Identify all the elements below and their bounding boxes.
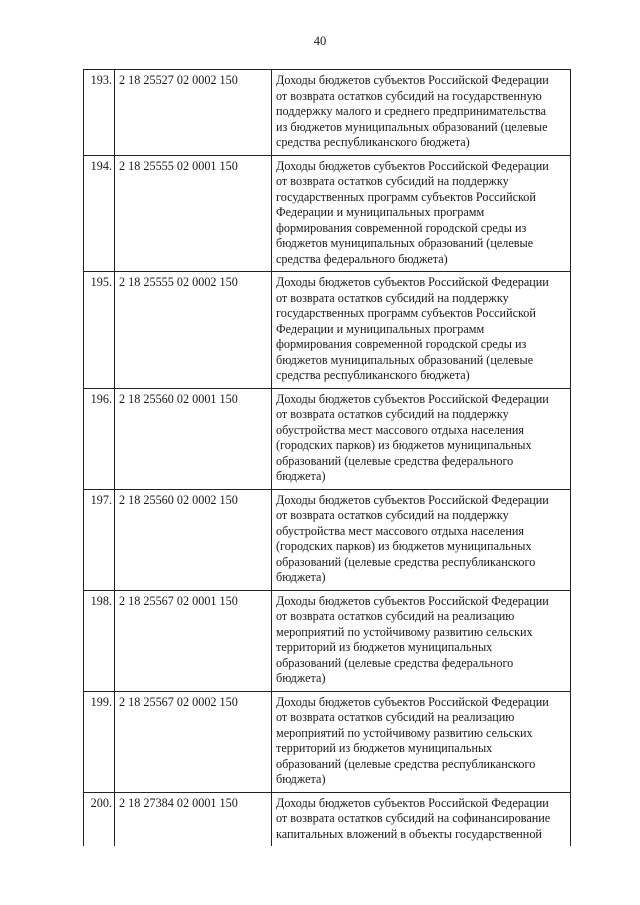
description-line: бюджета) <box>276 469 326 483</box>
description-line: мероприятий по устойчивому развитию сельских <box>276 725 533 740</box>
row-number: 199. <box>84 691 115 792</box>
table-row <box>84 272 571 389</box>
description-line: государственных программ субъектов Российской <box>276 189 536 204</box>
description-line: Доходы бюджетов субъектов Российской Федерации <box>276 795 549 810</box>
description-line: от возврата остатков субсидий на поддержку <box>276 290 509 305</box>
description-line: бюджетов муниципальных образований (целевые <box>276 236 534 250</box>
description-line: мероприятий по устойчивому развитию сельских <box>276 624 533 639</box>
description-line: формирования современной городской среды из <box>276 220 527 235</box>
table-row <box>84 590 571 691</box>
page-number: 40 <box>313 34 327 48</box>
description-line: от возврата остатков субсидий на поддержку <box>276 508 509 522</box>
description-line: бюджета) <box>276 772 326 786</box>
description-line: (городских парков) из бюджетов муниципальных <box>276 438 532 452</box>
description-line: Доходы бюджетов субъектов Российской Федерации <box>276 158 549 173</box>
row-description <box>272 691 571 792</box>
row-number: 195. <box>84 272 115 389</box>
budget-code: 2 18 25567 02 0002 150 <box>115 691 272 792</box>
row-description <box>272 792 571 846</box>
row-description <box>272 590 571 691</box>
description-line: из бюджетов муниципальных образований (целевые <box>276 119 548 134</box>
description-line: образований (целевые средства республиканского <box>276 554 536 569</box>
description-line: образований (целевые средства федерального <box>276 655 514 670</box>
description-line: бюджетов муниципальных образований (целевые <box>276 352 534 367</box>
row-number: 197. <box>84 489 115 590</box>
table-row <box>84 155 571 272</box>
description-line: Федерации и муниципальных программ <box>276 205 485 219</box>
description-line: территорий из бюджетов муниципальных <box>276 741 493 755</box>
row-description <box>272 70 571 156</box>
description-line: от возврата остатков субсидий на реализацию <box>276 710 515 724</box>
row-description <box>272 489 571 590</box>
table-row <box>84 70 571 156</box>
description-line: Доходы бюджетов субъектов Российской Федерации <box>276 593 549 608</box>
description-line: государственных программ субъектов Российской <box>276 306 536 320</box>
budget-code: 2 18 25560 02 0002 150 <box>115 489 272 590</box>
budget-code: 2 18 25560 02 0001 150 <box>115 388 272 489</box>
row-number: 198. <box>84 590 115 691</box>
description-line: Доходы бюджетов субъектов Российской Федерации <box>276 694 549 709</box>
description-line: (городских парков) из бюджетов муниципальных <box>276 539 532 553</box>
description-line: от возврата остатков субсидий на софинансирование <box>276 811 551 825</box>
table-row <box>84 792 571 846</box>
budget-code: 2 18 27384 02 0001 150 <box>115 792 272 846</box>
table-row <box>84 388 571 489</box>
description-line: обустройства мест массового отдыха населения <box>276 422 524 437</box>
row-number: 193. <box>84 70 115 156</box>
description-line: средства федерального бюджета) <box>276 251 448 266</box>
description-line: средства республиканского бюджета) <box>276 135 470 149</box>
description-line: капитальных вложений в объекты государственной <box>276 826 542 841</box>
budget-code: 2 18 25555 02 0001 150 <box>115 155 272 272</box>
table-row <box>84 691 571 792</box>
budget-code: 2 18 25555 02 0002 150 <box>115 272 272 389</box>
description-line: Доходы бюджетов субъектов Российской Федерации <box>276 73 549 87</box>
description-line: Доходы бюджетов субъектов Российской Федерации <box>276 275 549 289</box>
budget-code: 2 18 25527 02 0002 150 <box>115 70 272 156</box>
description-line: поддержку малого и среднего предпринимательства <box>276 104 547 118</box>
description-line: Доходы бюджетов субъектов Российской Федерации <box>276 492 549 507</box>
table-row <box>84 489 571 590</box>
budget-code: 2 18 25567 02 0001 150 <box>115 590 272 691</box>
description-line: от возврата остатков субсидий на реализацию <box>276 609 515 623</box>
row-description <box>272 155 571 272</box>
row-number: 196. <box>84 388 115 489</box>
description-line: обустройства мест массового отдыха населения <box>276 523 524 538</box>
description-line: образований (целевые средства республиканского <box>276 756 536 771</box>
description-line: средства республиканского бюджета) <box>276 368 470 382</box>
description-line: территорий из бюджетов муниципальных <box>276 640 493 654</box>
description-line: от возврата остатков субсидий на поддержку <box>276 174 509 188</box>
row-number: 194. <box>84 155 115 272</box>
description-line: Федерации и муниципальных программ <box>276 321 485 336</box>
row-description <box>272 272 571 389</box>
description-line: бюджета) <box>276 570 326 584</box>
description-line: от возврата остатков субсидий на поддержку <box>276 407 509 421</box>
row-number: 200. <box>84 792 115 846</box>
description-line: формирования современной городской среды из <box>276 337 527 351</box>
description-line: от возврата остатков субсидий на государственную <box>276 88 542 103</box>
description-line: Доходы бюджетов субъектов Российской Федерации <box>276 391 549 406</box>
row-description <box>272 388 571 489</box>
description-line: образований (целевые средства федерального <box>276 453 514 468</box>
description-line: бюджета) <box>276 671 326 685</box>
budget-codes-table <box>83 69 571 846</box>
